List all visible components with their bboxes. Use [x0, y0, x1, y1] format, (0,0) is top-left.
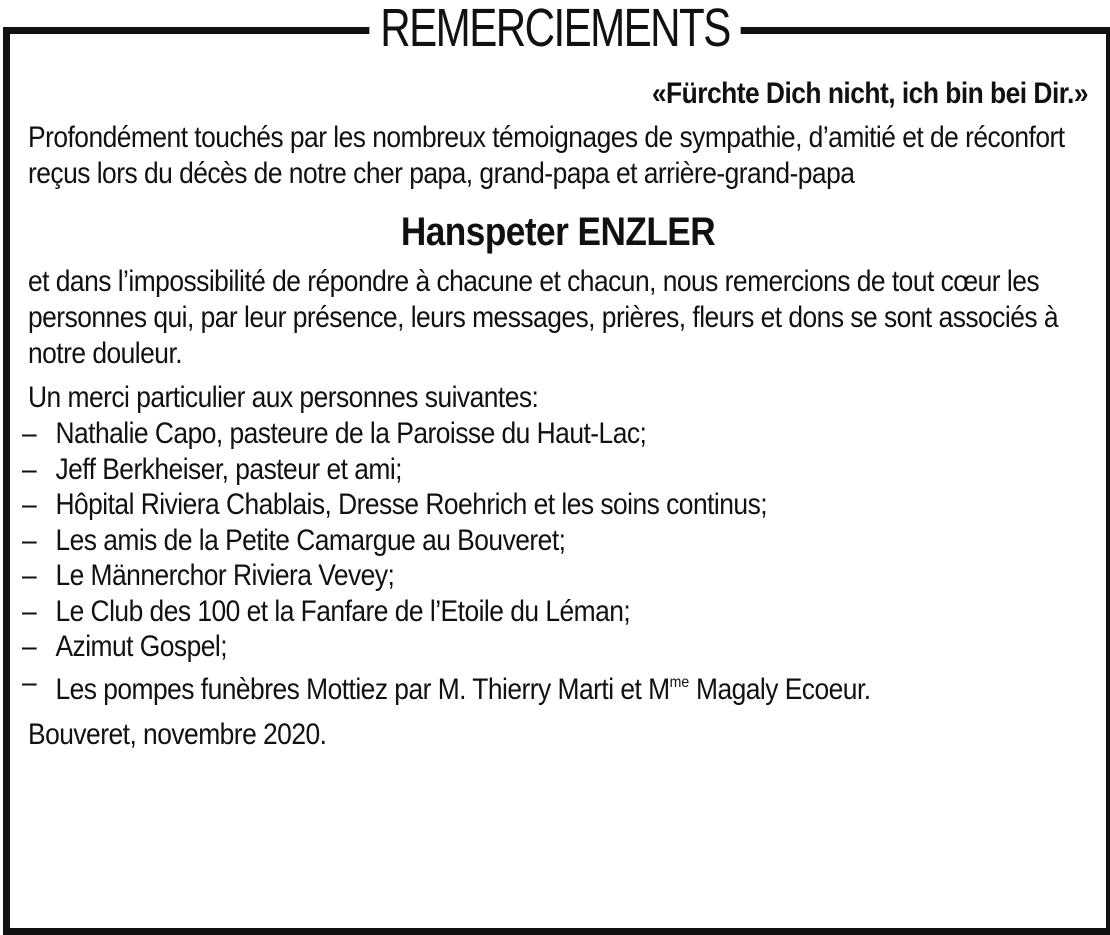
list-item	[22, 629, 960, 665]
list-item-text: Hôpital Riviera Chablais, Dresse Roehrich et les soins continus;	[55, 488, 768, 521]
dash: –	[22, 559, 37, 592]
list-item	[22, 487, 960, 523]
list-item	[22, 594, 960, 630]
last-item-before: Les pompes funèbres Mottiez par M. Thierry Marti et M	[55, 672, 670, 706]
last-item-after: Magaly Ecoeur.	[689, 672, 871, 706]
dash: –	[22, 630, 37, 663]
dash: –	[22, 452, 37, 486]
list-item	[22, 558, 960, 594]
list-item	[22, 452, 960, 488]
list-item	[22, 665, 960, 708]
dash: –	[22, 523, 37, 557]
page-title: REMERCIEMENTS	[369, 0, 740, 58]
deceased-name: Hanspeter ENZLER	[400, 210, 716, 254]
heading-wrap	[0, 0, 1110, 58]
list-item-text: Nathalie Capo, pasteure de la Paroisse du Haut-Lac;	[55, 417, 647, 450]
signoff: Bouveret, novembre 2020.	[28, 718, 327, 751]
list-item-text: Le Club des 100 et la Fanfare de l’Etoile du Léman;	[55, 594, 631, 628]
notice-content	[22, 74, 1088, 753]
list-item-text: Azimut Gospel;	[55, 630, 228, 663]
paragraph-thanks: et dans l’impossibilité de répondre à chacune et chacun, nous remercions de tout cœur les personnes qui, par leur présence, leurs messages, prières, fleurs et dons se sont associés à notre douleur.	[28, 265, 1058, 370]
list-item-text	[55, 665, 870, 708]
thanks-intro: Un merci particulier aux personnes suivantes:	[28, 381, 539, 414]
quote: «Fürchte Dich nicht, ich bin bei Dir.»	[651, 77, 1088, 110]
dash: –	[22, 488, 37, 521]
dash: –	[22, 594, 37, 628]
dash: –	[22, 665, 37, 699]
list-item-text: Le Männerchor Riviera Vevey;	[55, 559, 395, 592]
list-item	[22, 523, 960, 559]
paragraph-intro: Profondément touchés par les nombreux témoignages de sympathie, d’amitié et de réconfort reçus lors du décès de notre cher papa, grand-papa et arrière-grand-papa	[28, 121, 1065, 190]
list-item-text: Les amis de la Petite Camargue au Bouveret;	[55, 523, 566, 557]
list-item	[22, 416, 960, 452]
thanks-list	[22, 416, 1088, 707]
last-item-superscript: me	[669, 673, 690, 691]
dash: –	[22, 417, 37, 450]
list-item-text: Jeff Berkheiser, pasteur et ami;	[55, 452, 402, 486]
